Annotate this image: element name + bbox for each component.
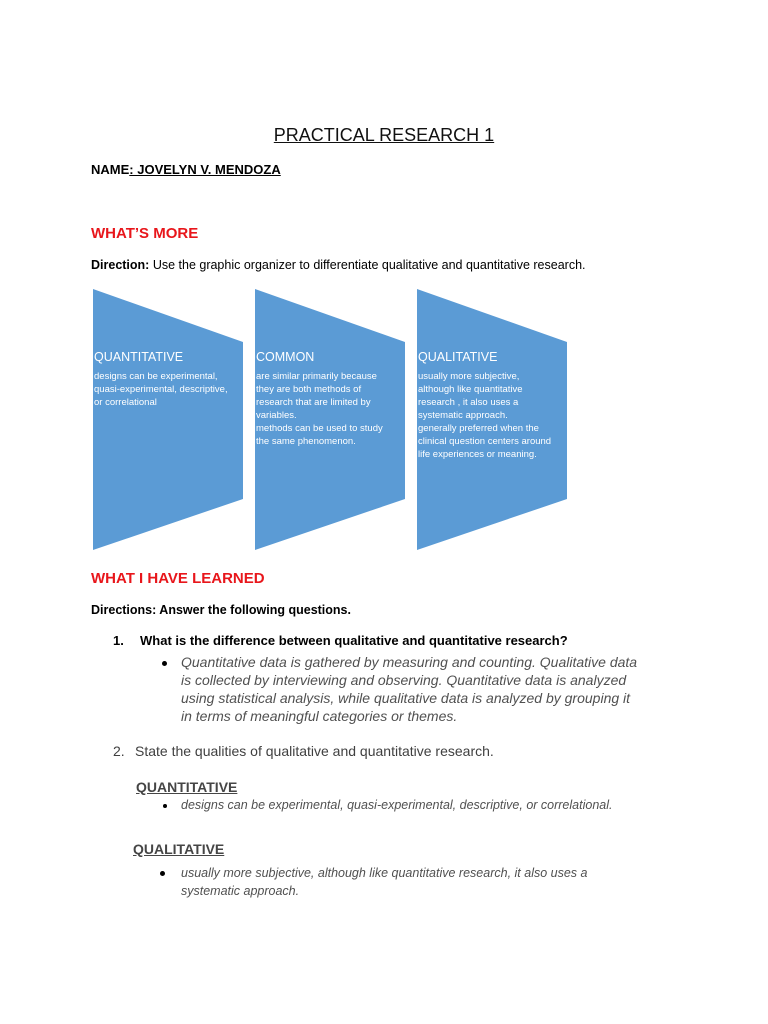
organizer-text-qualitative: usually more subjective, although like quantitative research , it also uses a systematic approach. generally preferred when the clinical question centers around life experiences or meaning.: [418, 371, 552, 460]
directions-label: Directions:: [91, 603, 157, 617]
page-title: PRACTICAL RESEARCH 1: [273, 125, 495, 145]
bullet-dot-icon: [160, 871, 165, 876]
qualitative-answer: [181, 864, 587, 900]
directions-line: [91, 603, 351, 617]
question-1: [113, 633, 568, 648]
organizer-text-common: are similar primarily because they are both methods of research that are limited by variables. methods can be used to study the same phenomenon.: [256, 371, 383, 447]
direction-label: Direction:: [91, 258, 150, 272]
organizer-common: [254, 288, 406, 552]
bullet-dot-icon: [162, 661, 167, 666]
chevron-shape-quantitative: [92, 288, 244, 552]
organizer-title-qualitative: QUALITATIVE: [418, 350, 498, 364]
whats-more-heading: WHAT’S MORE: [91, 225, 199, 242]
name-line: [91, 162, 281, 177]
organizer-title-common: COMMON: [256, 350, 315, 364]
answer-line: usually more subjective, although like quantitative research, it also uses a: [181, 866, 588, 880]
direction-text: Use the graphic organizer to differentiate qualitative and quantitative research.: [149, 258, 586, 272]
question-1-number: 1.: [113, 633, 124, 648]
organizer-qualitative: [416, 288, 568, 552]
question-2-number: 2.: [113, 743, 125, 759]
directions-text: Answer the following questions.: [156, 603, 351, 617]
organizer-title-quantitative: QUANTITATIVE: [94, 350, 184, 364]
qualitative-subheading: QUALITATIVE: [133, 841, 225, 857]
question-2-text: State the qualities of qualitative and quantitative research.: [135, 743, 494, 759]
question-2: [113, 743, 494, 759]
name-value: : JOVELYN V. MENDOZA: [129, 162, 281, 177]
answer-line: Quantitative data is gathered by measuring and counting. Qualitative data: [181, 654, 638, 670]
question-1-answer: [181, 653, 637, 725]
organizer-text-quantitative: designs can be experimental, quasi-experimental, descriptive, or correlational: [94, 371, 228, 408]
answer-line: is collected by interviewing and observing. Quantitative data is analyzed: [181, 672, 627, 688]
answer-line: in terms of meaningful categories or themes.: [181, 708, 458, 724]
bullet-dot-icon: [163, 804, 167, 808]
organizer-quantitative: [92, 288, 244, 552]
answer-line: using statistical analysis, while qualitative data is analyzed by grouping it: [181, 690, 631, 706]
what-i-have-learned-heading: WHAT I HAVE LEARNED: [91, 570, 265, 587]
name-label: NAME: [91, 162, 130, 177]
direction-line: [91, 258, 586, 272]
question-1-text: What is the difference between qualitative and quantitative research?: [140, 633, 568, 648]
quantitative-answer: designs can be experimental, quasi-experimental, descriptive, or correlational.: [181, 798, 613, 812]
answer-line: systematic approach.: [181, 884, 300, 898]
quantitative-subheading: QUANTITATIVE: [136, 779, 238, 795]
